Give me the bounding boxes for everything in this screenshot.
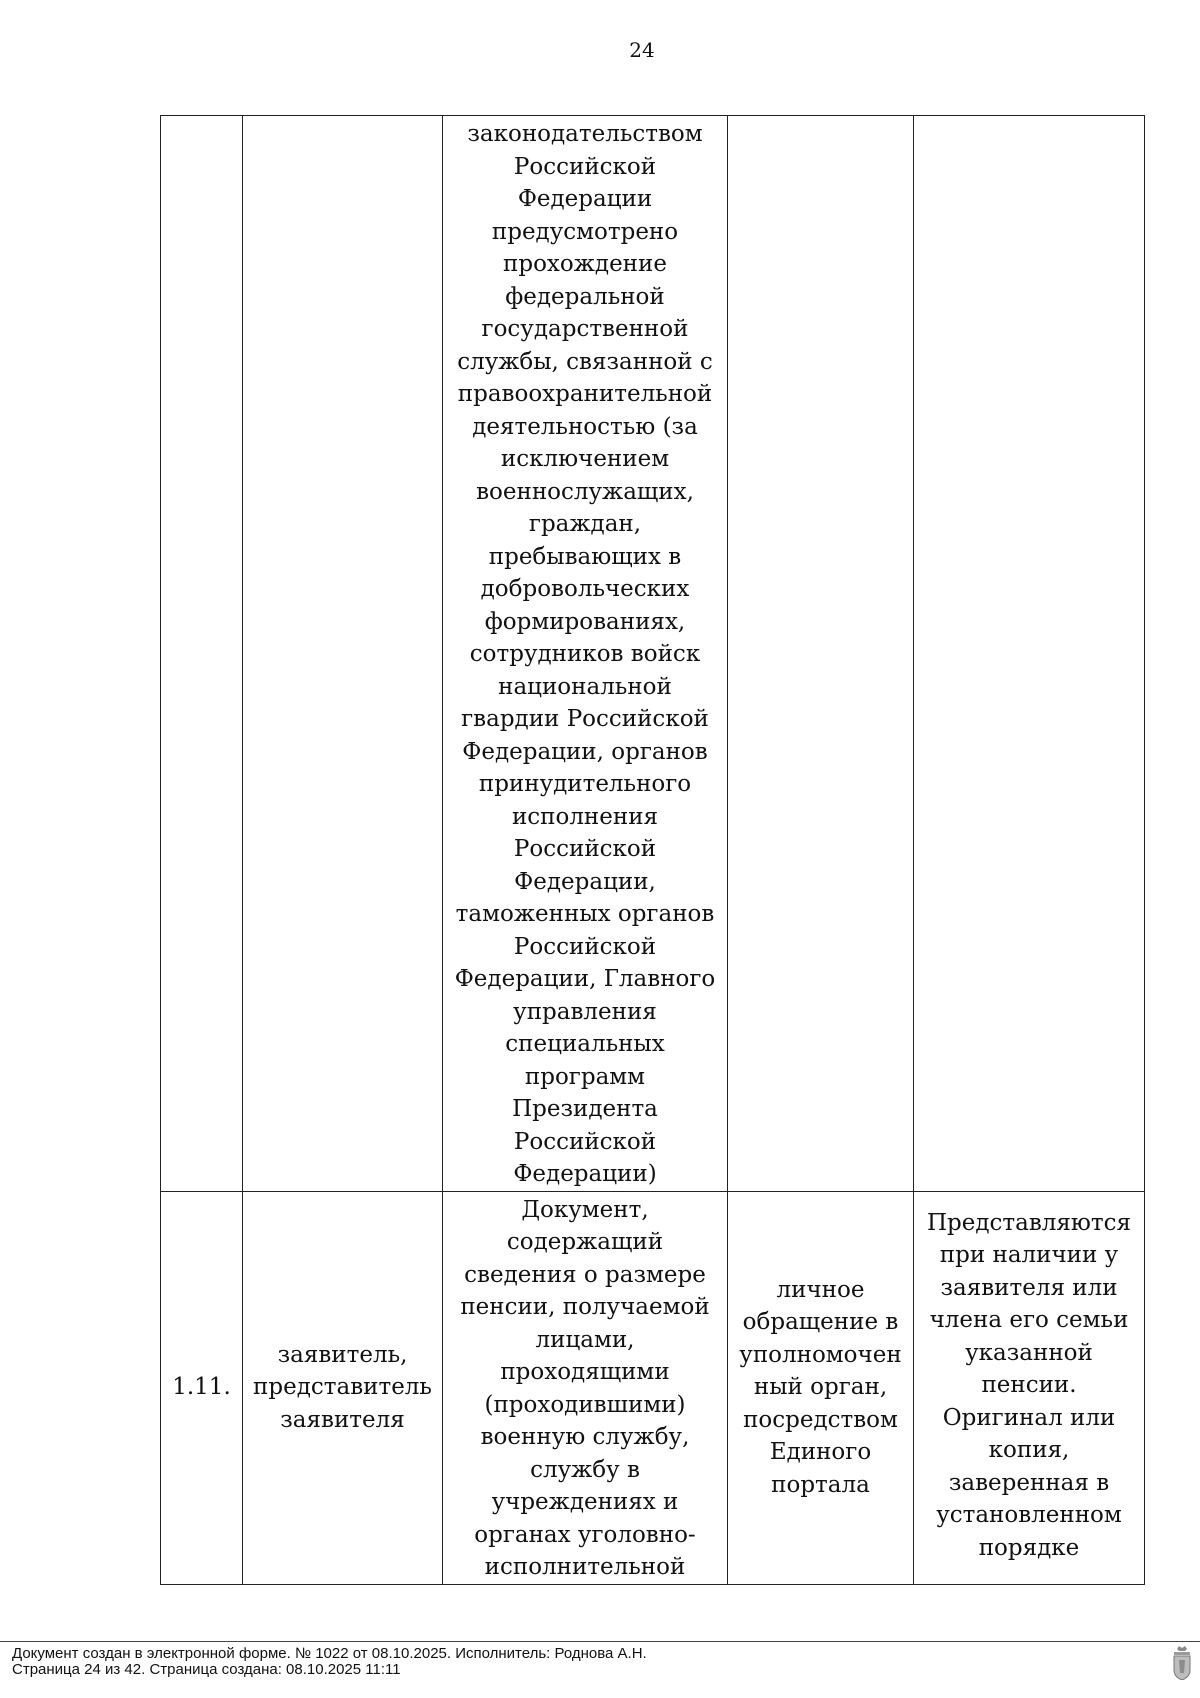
cell-number: 1.11. — [161, 1191, 243, 1584]
text-line: при наличии у — [939, 1242, 1119, 1268]
table-row-continuation — [161, 116, 1145, 1192]
text-line: сотрудников войск — [469, 641, 701, 667]
text-line: Российской — [513, 153, 657, 180]
text-line: сведения о размере — [464, 1261, 706, 1288]
text-line: Оригинал или — [942, 1404, 1116, 1431]
cell-applicant — [243, 1191, 443, 1584]
text-line: федеральной — [505, 283, 665, 310]
text-line: программ — [524, 1063, 646, 1090]
text-line: порядке — [978, 1534, 1080, 1561]
text-line: органах уголовно- — [474, 1521, 696, 1548]
text-line: добровольческих — [480, 576, 690, 602]
text-line: национальной — [498, 673, 672, 700]
text-line: заверенная в — [948, 1469, 1110, 1496]
text-line: проходящими — [500, 1359, 670, 1385]
text-line: Российской — [513, 1128, 657, 1155]
documents-table — [160, 115, 1145, 1585]
text-line: Федерации, органов — [462, 738, 708, 765]
text-line: военнослужащих, — [476, 478, 694, 505]
text-line: заявитель, — [277, 1341, 408, 1368]
text-line: государственной — [481, 316, 689, 342]
text-line: Представляются — [926, 1209, 1132, 1236]
submission-method-text — [734, 1274, 907, 1502]
text-line: деятельностью (за — [472, 413, 698, 440]
table-row-1-11 — [161, 1191, 1145, 1584]
text-line: исключением — [500, 446, 670, 472]
text-line: уполномочен — [739, 1341, 902, 1368]
text-line: исполнения — [511, 803, 659, 830]
text-line: ный орган, — [753, 1374, 888, 1401]
text-line: копия, — [988, 1437, 1070, 1463]
text-line: Президента — [512, 1096, 658, 1122]
document-description — [449, 1194, 721, 1584]
text-line: исполнительной — [484, 1554, 686, 1580]
text-line: (проходившими) — [484, 1391, 686, 1418]
text-line: Российской — [513, 933, 657, 960]
text-line: посредством — [743, 1406, 898, 1433]
footer — [12, 1646, 647, 1678]
text-line: службы, связанной с — [457, 348, 713, 375]
cell-applicant — [243, 116, 443, 1192]
cell-notes — [914, 1191, 1145, 1584]
text-line: правоохранительной — [457, 381, 713, 407]
text-line: Документ, — [521, 1196, 649, 1223]
notes-text — [920, 1207, 1138, 1565]
cell-document — [443, 1191, 728, 1584]
text-line: представитель — [253, 1374, 432, 1401]
text-line: установленном — [936, 1502, 1122, 1528]
cell-submission-method — [728, 1191, 914, 1584]
document-description — [449, 118, 721, 1191]
text-line: учреждениях и — [491, 1489, 679, 1515]
text-line: формированиях, — [484, 608, 686, 635]
text-line: обращение в — [742, 1309, 899, 1336]
text-line: заявителя или — [940, 1274, 1118, 1301]
coat-of-arms-icon — [1172, 1646, 1192, 1680]
text-line: содержащий — [506, 1229, 664, 1255]
text-line: Российской — [513, 836, 657, 862]
text-line: законодательством — [467, 121, 703, 147]
footer-line-document-info: Документ создан в электронной форме. № 1022 от 08.10.2025. Исполнитель: Роднова А.Н. — [12, 1645, 647, 1662]
text-line: управления — [513, 998, 657, 1025]
cell-document — [443, 116, 728, 1192]
text-line: службу в — [530, 1456, 640, 1483]
text-line: портала — [771, 1471, 870, 1498]
text-line: предусмотрено — [491, 218, 679, 245]
text-line: члена его семьи — [929, 1307, 1129, 1333]
cell-submission-method — [728, 116, 914, 1192]
text-line: пенсии, получаемой — [460, 1294, 710, 1320]
page-number: 24 — [629, 38, 655, 62]
applicant-text — [249, 1339, 436, 1437]
text-line: пенсии. — [981, 1372, 1077, 1398]
text-line: Федерации, — [514, 868, 656, 895]
text-line: прохождение — [503, 251, 667, 277]
text-line: Федерации) — [513, 1161, 657, 1187]
text-line: личное — [776, 1276, 865, 1303]
text-line: Единого — [769, 1439, 872, 1466]
text-line: принудительного — [478, 771, 692, 797]
text-line: таможенных органов — [455, 901, 715, 927]
text-line: указанной — [965, 1339, 1093, 1366]
text-line: пребывающих в — [488, 543, 682, 570]
text-line: Федерации — [517, 186, 653, 212]
text-line: специальных — [505, 1031, 665, 1057]
text-line: военную службу, — [480, 1424, 690, 1450]
footer-divider — [0, 1641, 1200, 1642]
cell-notes — [914, 116, 1145, 1192]
text-line: граждан, — [528, 511, 642, 537]
text-line: лицами, — [535, 1326, 635, 1353]
text-line: гвардии Российской — [461, 706, 709, 732]
text-line: заявителя — [280, 1406, 405, 1433]
cell-number — [161, 116, 243, 1192]
text-line: Федерации, Главного — [454, 966, 716, 992]
footer-line-page-info: Страница 24 из 42. Страница создана: 08.10.2025 11:11 — [12, 1661, 401, 1678]
